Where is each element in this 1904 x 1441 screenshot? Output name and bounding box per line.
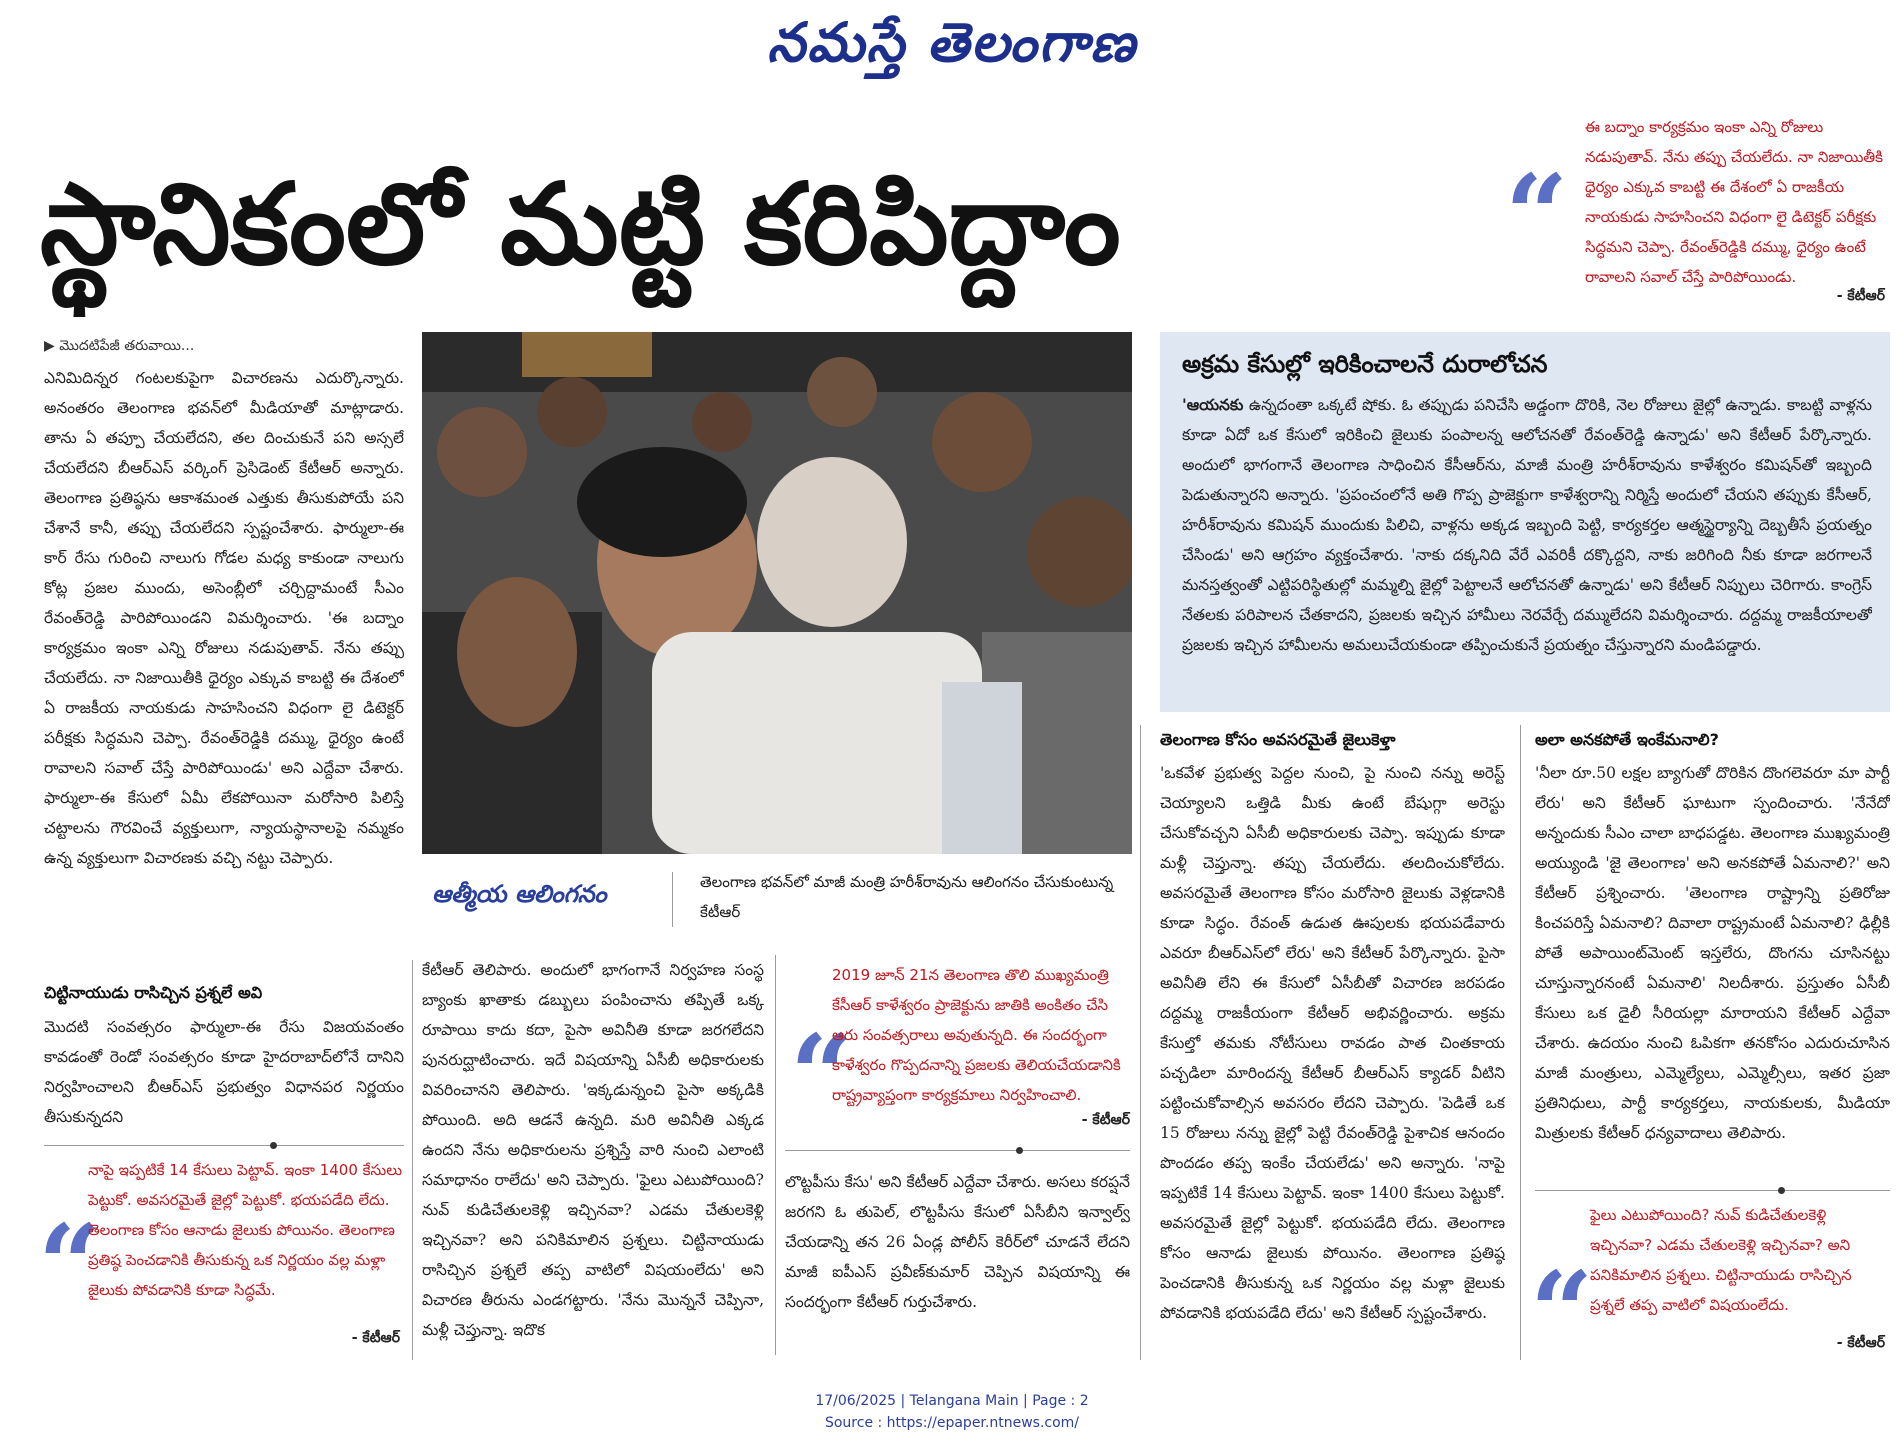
col1-paragraph-1: ఎనిమిదిన్నర గంటలకుపైగా విచారణను ఎదుర్కొన్నారు. అనంతరం తెలంగాణ భవన్‌లో మీడియాతో మాట్లాడారు. తాను ఏ తప్పూ చేయలేదని, తల దించుకునే పని అస్సలే చేయలేదని బీఆర్‌ఎస్ వర్కింగ్ ప్రెసిడెంట్ కేటీఆర్ అన్నారు. తెలంగాణ ప్రతిష్ఠను ఆకాశమంత ఎత్తుకు తీసుకుపోయే పని చేశానే కానీ, తప్పు చేయలేదని స్పష్టంచేశారు. ఫార్ములా-ఈ కార్ రేసు గురించి నాలుగు గోడల మధ్య కాకుండా నాలుగు కోట్ల ప్రజల ముందు, అసెంబ్లీలో చర్చిద్దామంటే సీఎం రేవంత్‌రెడ్డి పారిపోయిండని విమర్శించారు. 'ఈ బద్నాం కార్యక్రమం ఇంకా ఎన్ని రోజులు నడుపుతావ్. నేను తప్పు చేయలేదు. నా నిజాయితీకి ధైర్యం ఎక్కువ కాబట్టి ఈ దేశంలో ఏ రాజకీయ నాయకుడు సాహసించని విధంగా లై డిటెక్టర్ పరీక్షకు సిద్ధమని చెప్పా. రేవంత్‌రెడ్డికి దమ్ము, ధైర్యం ఉంటే రావాలని సవాల్ చేస్తే పారిపోయిండు' అని ఎద్దేవా చేశారు. ఫార్ములా-ఈ కేసులో ఏమీ లేకపోయినా మరోసారి పిలిస్తే చట్టాలను గౌరవించే వ్యక్తులుగా, న్యాయస్థానాలపై నమ్మకం ఉన్న వ్యక్తులుగా విచారణకు వచ్చి నట్టు చెప్పారు.: [44, 369, 404, 867]
column-rule: [775, 955, 776, 1355]
col3-paragraph: లొట్టపీసు కేసు' అని కేటీఆర్ ఎద్దేవా చేశారు. అసలు కరప్షనే జరగని ఓ తుపెల్, లొట్టపీసు కేసులో ఏసీబీని ఇన్వాల్వ్ చేయడాన్ని తన 26 ఏండ్ల పోలీస్ కెరీర్‌లో చూడనే లేదని మాజీ ఐపీఎస్ ప్రవీణ్‌కుమార్ చెప్పిన విషయాన్ని ఈ సందర్భంగా కేటీఆర్ గుర్తుచేశారు.: [785, 1173, 1130, 1311]
col4-paragraph: 'ఒకవేళ ప్రభుత్వ పెద్దల నుంచి, పై నుంచి నన్ను అరెస్ట్ చెయ్యాలని ఒత్తిడి మీకు ఉంటే బేషుగ్గా అరెస్టు చేసుకోవచ్చని ఏసీబీ అధికారులకు చెప్పా. ఇప్పుడు కూడా మళ్లీ చెప్తున్నా. తప్పు చేయలేదు. తలదించుకోలేదు. అవసరమైతే తెలంగాణ కోసం మరోసారి జైలుకు వెళ్లడానికి కూడా సిద్ధం. రేవంత్ ఉడుత ఊపులకు భయపడేవారు ఎవరూ బీఆర్‌ఎస్‌లో లేరు' అని కేటీఆర్ పేర్కొన్నారు. పైసా అవినీతి లేని ఈ కేసులో ఏసీబీతో విచారణ జరపడం దద్దమ్మ రాజకీయంగా కేటీఆర్ అభివర్ణించారు. అక్రమ కేసుల్తో తమకు నోటీసులు రావడం పాత చింతకాయ పచ్చడిలా మారిందన్న కేటీఆర్ బీఆర్‌ఎస్ క్యాడర్ వీటిని పట్టించుకోవాల్సిన అవసరం లేదని చెప్పారు. 'పెడితే ఒక 15 రోజులు నన్ను జైల్లో పెట్టి రేవంత్‌రెడ్డి పైశాచిక ఆనందం పొందడం తప్ప ఇంకేం చేయలేడు' అని అన్నారు. 'నాపై ఇప్పటికే 14 కేసులు పెట్టావ్. ఇంకా 1400 కేసులు పెట్టుకో. అవసరమైతే జైల్లో పెట్టుకో. భయపడేది లేదు. తెలంగాణ కోసం ఆనాడు జైలుకు పోయినం. తెలంగాణ ప్రతిష్ఠ పెంచడానికి తీసుకున్న ఒక నిర్ణయం వల్ల మళ్లా జైలుకు పోవడానికి భయపడేది లేదు' అని కేటీఆర్ స్పష్టంచేశారు.: [1160, 764, 1505, 1322]
continuation-kicker: [44, 338, 194, 357]
quote-open-icon: “: [1505, 150, 1569, 279]
caption-divider: [672, 872, 673, 927]
col1-paragraph-2: మొదటి సంవత్సరం ఫార్ములా-ఈ రేసు విజయవంతం కావడంతో రెండో సంవత్సరం కూడా హైదరాబాద్‌లోనే దానిని నిర్వహించాలని బీఆర్‌ఎస్ ప్రభుత్వం విధానపర నిర్ణయం తీసుకున్నదని: [44, 1018, 404, 1126]
divider: [785, 1150, 1130, 1151]
top-quote-attribution: - కేటీఆర్: [1836, 288, 1885, 304]
footer-source-link[interactable]: Source : https://epaper.ntnews.com/: [824, 1415, 1080, 1431]
col5-quote-attribution: - కేటీఆర్: [1836, 1335, 1885, 1351]
col3-quote-attribution: - కేటీఆర్: [1081, 1112, 1130, 1128]
col1-pull-quote: నాపై ఇప్పటికే 14 కేసులు పెట్టావ్. ఇంకా 1400 కేసులు పెట్టుకో. అవసరమైతే జైల్లో పెట్టుకో. భయపడేది లేదు. తెలంగాణ కోసం ఆనాడు జైలుకు పోయినం. తెలంగాణ ప్రతిష్ఠ పెంచడానికి తీసుకున్న ఒక నిర్ణయం వల్ల మళ్లా జైలుకు పోవడానికి కూడా సిద్ధమే.: [88, 1161, 403, 1299]
divider-dot: [1016, 1147, 1023, 1154]
box-paragraph: [1182, 390, 1872, 700]
divider: [44, 1145, 404, 1146]
col2-paragraph: కేటీఆర్ తెలిపారు. అందులో భాగంగానే నిర్వహణ సంస్థ బ్యాంకు ఖాతాకు డబ్బులు పంపించాను తప్పితే ఒక్క రూపాయి కాదు కదా, పైసా అవినీతి కూడా జరగలేదని పునరుద్ఘాటించారు. ఇదే విషయాన్ని ఏసీబీ అధికారులకు వివరించానని తెలిపారు. 'ఇక్కడున్నంచి పైసా అక్కడికి పోయింది. అది ఆడనే ఉన్నది. మరి అవినీతి ఎక్కడ ఉందని నేను అధికారులను ప్రశ్నిస్తే వారి నుంచి ఎలాంటి సమాధానం రాలేదు' అని చెప్పారు. 'ఫైలు ఎటుపోయింది? నువ్ కుడిచేతులకెళ్లి ఇచ్చినవా? ఎడమ చేతులకెళ్లి ఇచ్చినవా? అని పనికిమాలిన ప్రశ్నలు. చిట్టినాయుడు రాసిచ్చిన ప్రశ్నలే తప్ప వాటిలో విషయంలేదు' అని విచారణ తీరును ఎండగట్టారు. 'నేను మొన్ననే చెప్పినా, మళ్లీ చెప్తున్నా. ఇదొక: [422, 961, 764, 1339]
photo-caption-text: తెలంగాణ భవన్‌లో మాజీ మంత్రి హరీశ్‌రావును ఆలింగనం చేసుకుంటున్న కేటీఆర్: [700, 873, 1114, 921]
col1-quote-attribution: - కేటీఆర్: [351, 1330, 400, 1346]
col4-subhead: తెలంగాణ కోసం అవసరమైతే జైలుకెళ్తా: [1160, 730, 1396, 749]
footer-date-line: 17/06/2025 | Telangana Main | Page : 2: [815, 1393, 1089, 1409]
divider: [1535, 1190, 1890, 1191]
col5-paragraph: 'నీలా రూ.50 లక్షల బ్యాగుతో దొరికిన దొంగలెవరూ మా పార్టీ లేరు' అని కేటీఆర్ ఘాటుగా స్పందించారు. 'నేనేదో అన్నందుకు సీఎం చాలా బాధపడ్డట. తెలంగాణ ముఖ్యమంత్రి అయ్యుండి 'జై తెలంగాణ' అని అనకపోతే ఏమనాలి?' అని కేటీఆర్ ప్రశ్నించారు. 'తెలంగాణ రాష్ట్రాన్ని ప్రతిరోజు కించపరిస్తే ఏమనాలి? దివాలా రాష్ట్రమంటే ఏమనాలి? ఢిల్లీకి పోతే అపాయింట్‌మెంట్ ఇస్తలేరు, దొంగను చూసినట్టు చూస్తున్నారనంటే ఏమనాలి' నిలదీశారు. ప్రస్తుతం ఏసీబీ కేసులు ఒక డైలీ సీరియల్లా మారాయని కేటీఆర్ ఎద్దేవా చేశారు. ఉదయం నుంచి ఓపికగా తనకోసం ఎదురుచూసిన మాజీ మంత్రులు, ఎమ్మెల్యేలు, ఎమ్మెల్సీలు, ఇతర ప్రజా ప్రతినిధులు, పార్టీ కార్యకర్తలు, నాయకులకు, మీడియా మిత్రులకు కేటీఆర్ ధన్యవాదాలు తెలిపారు.: [1535, 764, 1890, 1142]
masthead-logo: నమస్తే తెలంగాణ: [767, 11, 1137, 74]
box-lead: 'ఆయనకు: [1182, 395, 1244, 414]
photo-illustration: [422, 332, 1132, 854]
news-photo: [422, 332, 1132, 854]
divider-dot: [1778, 1187, 1785, 1194]
box-title: అక్రమ కేసుల్లో ఇరికించాలనే దురాలోచన: [1182, 350, 1548, 378]
column-rule: [1520, 725, 1521, 1360]
quote-open-icon: “: [1530, 1247, 1594, 1376]
kicker-text: మొదటిపేజీ తరువాయి...: [59, 338, 195, 354]
quote-open-icon: “: [38, 1200, 102, 1329]
page-footer: [0, 1390, 1904, 1434]
col5-pull-quote: ఫైలు ఎటుపోయింది? నువ్ కుడిచేతులకెళ్లి ఇచ్చినవా? ఎడమ చేతులకెళ్లి ఇచ్చినవా? అని పనికిమాలిన ప్రశ్నలు. చిట్టినాయుడు రాసిచ్చిన ప్రశ్నలే తప్ప వాటిలో విషయంలేదు.: [1590, 1206, 1852, 1314]
column-rule: [412, 960, 413, 1360]
quote-open-icon: “: [790, 1010, 854, 1139]
box-text: ఉన్నదంతా ఒక్కటే షోకు. ఓ తప్పుడు పనిచేసి అడ్డంగా దొరికి, నెల రోజులు జైల్లో ఉన్నాడు. కాబట్టి వాళ్లను కూడా ఏదో ఒక కేసులో ఇరికించి జైలుకు పంపాలన్న ఆలోచనతో రేవంత్‌రెడ్డి ఉన్నాడు' అని కేటీఆర్ పేర్కొన్నారు. అందులో భాగంగానే తెలంగాణ సాధించిన కేసీఆర్‌ను, మాజీ మంత్రి హరీశ్‌రావును కాళేశ్వరం కమిషన్‌తో ఇబ్బంది పెడుతున్నారని అన్నారు. 'ప్రపంచంలోనే అతి గొప్ప ప్రాజెక్టుగా కాళేశ్వరాన్ని నిర్మిస్తే అందులో చేయని తప్పుకు కేసీఆర్, హరీశ్‌రావును కమిషన్ ముందుకు పిలిచి, వాళ్లను అక్కడ ఇబ్బంది పెట్టి, కార్యకర్తల ఆత్మస్థైర్యాన్ని దెబ్బతీసే ప్రయత్నం చేసిండు' అని ఆగ్రహం వ్యక్తంచేశారు. 'నాకు దక్కనిది వేరే ఎవరికీ దక్కొద్దని, నాకు జరిగింది నీకు కూడా జరగాలనే మనస్తత్వంతో ఎట్టిపరిస్థితుల్లో మమ్మల్ని జైల్లో పెట్టాలనే ఆలోచనతో ఉన్నాడు' అని కేటీఆర్ నిప్పులు చెరిగారు. కాంగ్రెస్ నేతలకు పరిపాలన చేతకాదని, ప్రజలకు ఇచ్చిన హామీలు నెరవేర్చే దమ్ములేదని విమర్శించారు. దద్దమ్మ రాజకీయాలతో ప్రజలకు ఇచ్చిన హామీలను అమలుచేయకుండా తప్పించుకునే ప్రయత్నం చేస్తున్నారని మండిపడ్డారు.: [1182, 396, 1872, 654]
photo-caption-label: ఆత్మీయ ఆలింగనం: [432, 880, 607, 908]
top-pull-quote: ఈ బద్నాం కార్యక్రమం ఇంకా ఎన్ని రోజులు నడుపుతావ్. నేను తప్పు చేయలేదు. నా నిజాయితీకి ధైర్యం ఎక్కువ కాబట్టి ఈ దేశంలో ఏ రాజకీయ నాయకుడు సాహసించని విధంగా లై డిటెక్టర్ పరీక్షకు సిద్ధమని చెప్పా. రేవంత్‌రెడ్డికి దమ్ము, ధైర్యం ఉంటే రావాలని సవాల్ చేస్తే పారిపోయిండు.: [1585, 118, 1883, 286]
col1-subhead: చిట్టినాయుడు రాసిచ్చిన ప్రశ్నలే అవి: [44, 983, 263, 1002]
sidebar-box: [1160, 332, 1890, 712]
col3-pull-quote: 2019 జూన్ 21న తెలంగాణ తొలి ముఖ్యమంత్రి కేసీఆర్ కాళేశ్వరం ప్రాజెక్టును జాతికి అంకితం చేసి ఆరు సంవత్సరాలు అవుతున్నది. ఈ సందర్భంగా కాళేశ్వరం గొప్పదనాన్ని ప్రజలకు తెలియచేయడానికి రాష్ట్రవ్యాప్తంగా కార్యక్రమాలు నిర్వహించాలి.: [832, 966, 1121, 1104]
arrow-right-icon: ▶: [44, 338, 60, 354]
col5-subhead: అలా అనకపోతే ఇంకేమనాలి?: [1535, 730, 1719, 749]
page-headline: స్థానికంలో మట్టి కరిపిద్దాం: [40, 159, 1121, 290]
column-rule: [1140, 725, 1141, 1360]
divider-dot: [270, 1142, 277, 1149]
